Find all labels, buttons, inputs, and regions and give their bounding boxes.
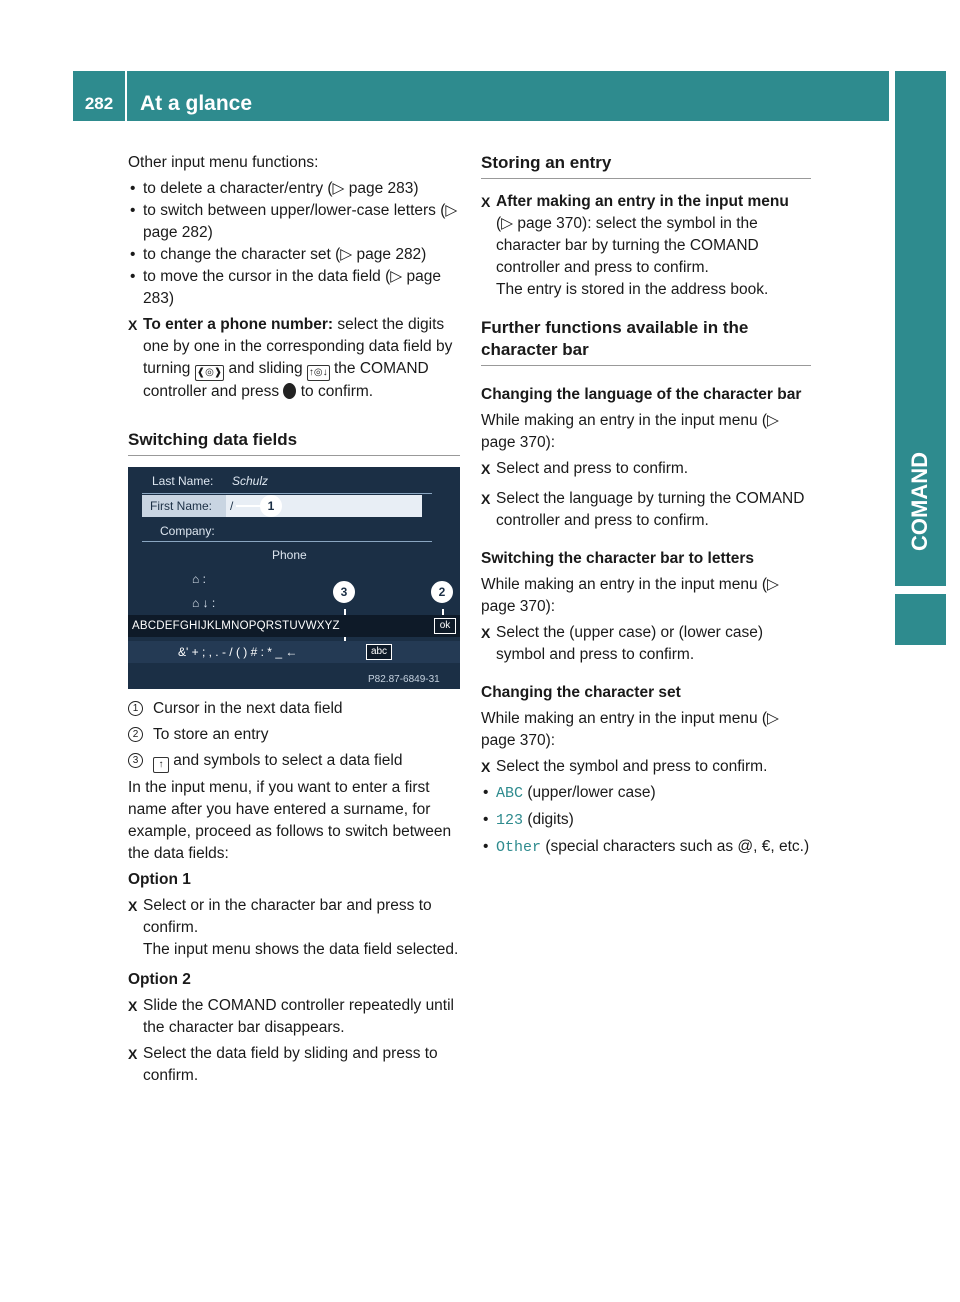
list-item: • to move the cursor in the data field (▷ page 283) bbox=[128, 266, 460, 310]
callout-item bbox=[128, 724, 460, 746]
charset-desc: (special characters such as @, €, etc.) bbox=[541, 838, 810, 855]
list-item: • to switch between upper/lower-case letters (▷ page 282) bbox=[128, 200, 460, 244]
screen-callout-2: 2 bbox=[431, 581, 453, 603]
charset-option bbox=[481, 836, 811, 859]
body-paragraph: In the input menu, if you want to enter a first name after you have entered a surname, for example, proceed as follows to switch between the data fields: bbox=[128, 779, 452, 862]
store-result: The entry is stored in the address book. bbox=[496, 281, 769, 298]
last-name-label: Last Name: bbox=[152, 474, 214, 488]
list-item: • to delete a character/entry (▷ page 283) bbox=[128, 178, 460, 200]
list-item: • to change the character set (▷ page 282) bbox=[128, 244, 460, 266]
arrow-up-icon: ↑ bbox=[153, 757, 169, 773]
callout-number: 2 bbox=[128, 727, 143, 742]
chapter-marker bbox=[895, 594, 946, 645]
chapter-label: COMAND bbox=[907, 452, 932, 551]
step-text: select the digits one by one in the corresponding data field by turning bbox=[143, 316, 453, 377]
section-heading-further: Further functions available in the character bar bbox=[481, 317, 811, 366]
section-heading-switching: Switching data fields bbox=[128, 429, 460, 456]
abc-symbol: abc bbox=[366, 644, 392, 660]
callout-item bbox=[128, 698, 460, 720]
section-heading-storing: Storing an entry bbox=[481, 152, 811, 179]
charset-desc: (upper/lower case) bbox=[523, 784, 656, 801]
phone-row-1: ⌂ : bbox=[192, 572, 206, 586]
callout-text: To store an entry bbox=[153, 726, 269, 743]
slide-icon: ↑◎↓ bbox=[307, 365, 330, 381]
callout-number: 3 bbox=[128, 753, 143, 768]
company-label: Company: bbox=[160, 524, 215, 538]
field-divider bbox=[142, 493, 432, 494]
charset-desc: (digits) bbox=[523, 811, 574, 828]
charset-option bbox=[481, 782, 811, 805]
charset-code: ABC bbox=[496, 785, 524, 802]
callout-item bbox=[128, 750, 460, 773]
function-list bbox=[128, 178, 460, 310]
display-screenshot bbox=[128, 467, 460, 689]
charset-option bbox=[481, 809, 811, 832]
option-1-result: The input menu shows the data field selected. bbox=[143, 941, 459, 958]
language-step-2: X Select the language by turning the COMAND controller and press to confirm. bbox=[481, 488, 811, 532]
language-intro: While making an entry in the input menu (▷ page 370): bbox=[481, 412, 779, 451]
page-number: 282 bbox=[84, 94, 114, 113]
first-name-value: / bbox=[230, 499, 234, 513]
phone-label: Phone bbox=[272, 548, 307, 562]
option-2-step-2: X Select the data field by sliding and press to confirm. bbox=[128, 1043, 460, 1087]
ok-symbol: ok bbox=[434, 618, 456, 634]
phone-number-step bbox=[128, 314, 460, 403]
intro-text: Other input menu functions: bbox=[128, 154, 319, 171]
language-step-1: X Select and press to confirm. bbox=[481, 458, 811, 480]
screen-callout-3: 3 bbox=[333, 581, 355, 603]
letters-step: X Select the (upper case) or (lower case) symbol and press to confirm. bbox=[481, 622, 811, 666]
right-column bbox=[481, 152, 811, 859]
option-2-label: Option 2 bbox=[128, 971, 191, 988]
letters-intro: While making an entry in the input menu (▷ page 370): bbox=[481, 576, 779, 615]
step-text: to confirm. bbox=[296, 383, 374, 400]
option-2-step-1: X Slide the COMAND controller repeatedly until the character bar disappears. bbox=[128, 995, 460, 1039]
letters-subheading: Switching the character bar to letters bbox=[481, 550, 755, 567]
callout-text: and symbols to select a data field bbox=[169, 752, 403, 769]
left-column bbox=[128, 152, 460, 1087]
step-label: To enter a phone number: bbox=[143, 316, 334, 333]
charset-intro: While making an entry in the input menu (▷ page 370): bbox=[481, 710, 779, 749]
step-label: After making an entry in the input menu bbox=[496, 193, 789, 210]
press-icon bbox=[283, 383, 296, 399]
chapter-tab bbox=[895, 71, 946, 586]
store-step bbox=[481, 191, 811, 279]
turn-icon: ❰◎❱ bbox=[195, 365, 224, 381]
letters-row: ABCDEFGHIJKLMNOPQRSTUVWXYZ bbox=[132, 620, 340, 632]
first-name-label: First Name: bbox=[150, 499, 213, 513]
screen-callout-1: 1 bbox=[260, 495, 282, 517]
page-title: At a glance bbox=[140, 92, 253, 115]
header-divider bbox=[125, 71, 127, 121]
page-header bbox=[73, 71, 889, 121]
symbols-row: &' + ; , . - / ( ) # : * _ ← bbox=[178, 645, 298, 659]
charset-step: X Select the symbol and press to confirm. bbox=[481, 756, 811, 778]
step-text: and sliding bbox=[224, 360, 307, 377]
charset-code: 123 bbox=[496, 812, 524, 829]
option-1-label: Option 1 bbox=[128, 871, 191, 888]
figure-code: P82.87-6849-31 bbox=[368, 674, 440, 685]
callout-text: Cursor in the next data field bbox=[153, 700, 343, 717]
step-text: (▷ page 370): select the symbol in the character bar by turning the COMAND controller and press to confirm. bbox=[496, 215, 759, 276]
step-text: the COMAND controller and press bbox=[143, 360, 429, 400]
callout-number: 1 bbox=[128, 701, 143, 716]
language-subheading: Changing the language of the character bar bbox=[481, 386, 802, 403]
option-1-step: X Select or in the character bar and press to confirm. bbox=[128, 895, 460, 939]
charset-code: Other bbox=[496, 839, 542, 856]
phone-row-2: ⌂ ↓ : bbox=[192, 596, 216, 610]
last-name-value: Schulz bbox=[232, 474, 269, 488]
charset-subheading: Changing the character set bbox=[481, 684, 681, 701]
field-divider bbox=[142, 541, 432, 542]
